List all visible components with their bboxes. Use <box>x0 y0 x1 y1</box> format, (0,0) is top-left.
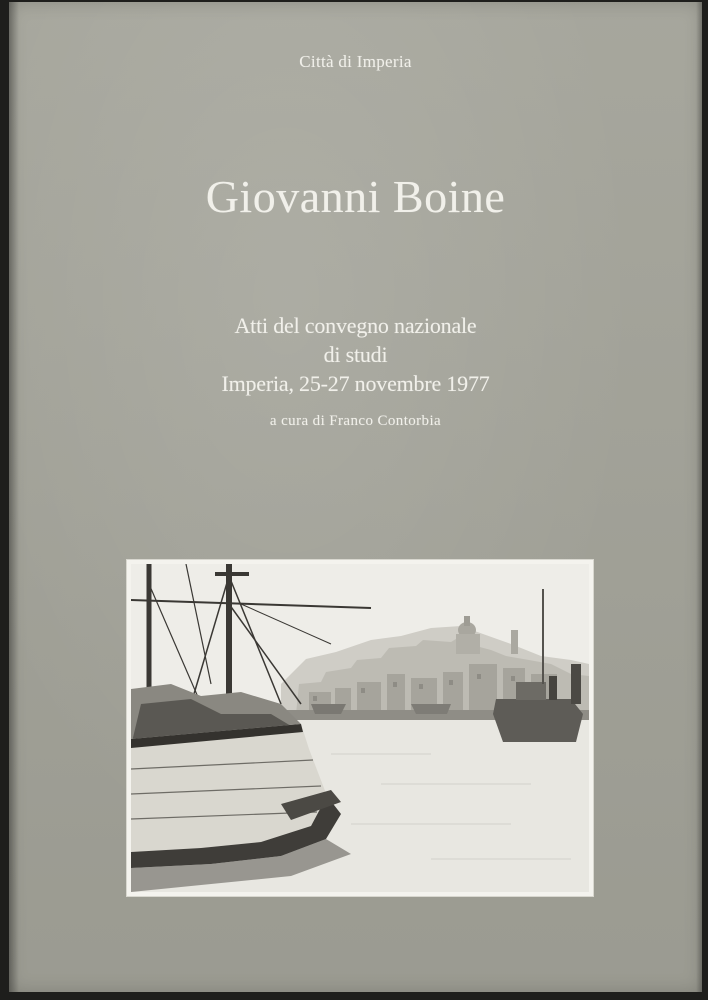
editor-credit: a cura di Franco Contorbia <box>269 413 442 429</box>
harbor-photograph <box>131 564 589 892</box>
publisher-city: Città di Imperia <box>299 52 412 71</box>
cover-edge <box>696 2 702 992</box>
book-title: Giovanni Boine <box>205 171 506 222</box>
book-cover <box>9 2 702 992</box>
subtitle-line-1: Atti del convegno nazionale <box>234 313 477 338</box>
subtitle-line-2: di studi <box>323 342 388 367</box>
subtitle-line-3: Imperia, 25-27 novembre 1977 <box>221 371 490 396</box>
photo-frame <box>126 559 594 897</box>
spine-shadow <box>9 2 19 992</box>
